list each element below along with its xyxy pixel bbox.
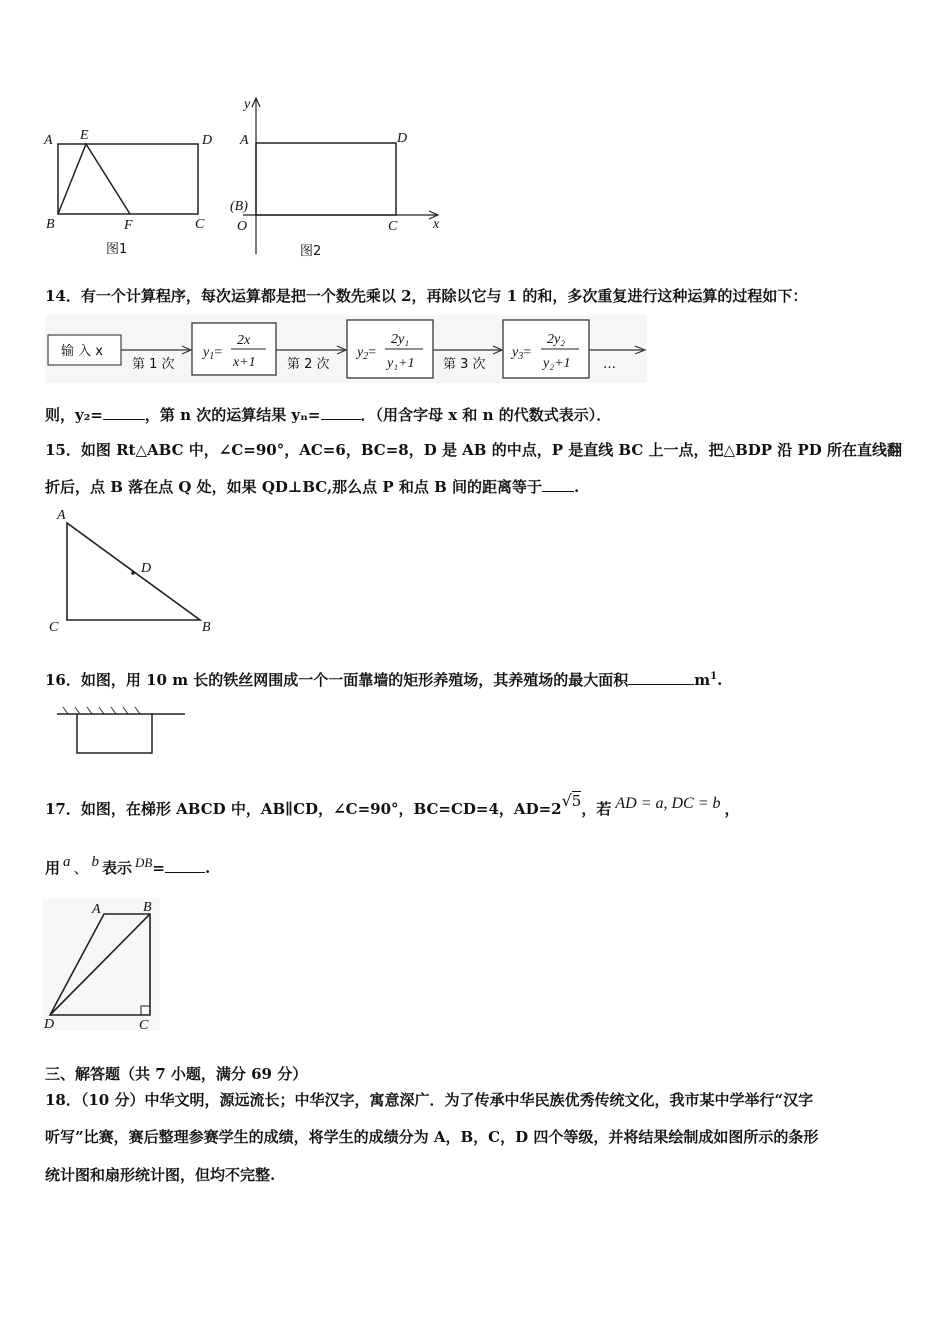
q14-box1-den: x+1 xyxy=(233,355,256,370)
q15-label-d: D xyxy=(141,561,152,576)
fig1-label-d: D xyxy=(202,133,213,148)
section-3-heading: 三、解答题（共 7 小题，满分 69 分） xyxy=(45,1065,308,1083)
q17-label-b: B xyxy=(143,900,152,915)
q17-line1 xyxy=(45,791,740,819)
q14-box3-lhs: $y_3=$ xyxy=(512,345,532,362)
q14-answer-part3: ．（用含字母 x 和 n 的代数式表示）． xyxy=(360,406,612,424)
q17-line2 xyxy=(45,854,211,878)
q15-line2-end: . xyxy=(574,478,580,496)
q16-text: 16．如图，用 10 m 长的铁丝网围成一个一面靠墙的矩形养殖场，其养殖场的最大面积 xyxy=(45,671,629,689)
q14-box2-lhs: $y_2=$ xyxy=(357,345,377,362)
figure-2-coordinate-rectangle xyxy=(225,92,450,262)
q17-vec-expr: AD = a, DC = b xyxy=(615,795,721,812)
q14-program-diagram xyxy=(45,315,655,387)
fig1-caption: 图1 xyxy=(106,242,128,257)
fig2-label-a: A xyxy=(240,133,249,148)
q16-unit: m xyxy=(694,671,711,689)
q15-line2-text: 折后，点 B 落在点 Q 处，如果 QD⊥BC,那么点 P 和点 B 间的距离等于 xyxy=(45,478,543,496)
q14-box2-num: 2y₁ xyxy=(391,332,410,347)
q17-vec-db: DB xyxy=(135,855,153,870)
q17-var-a: a xyxy=(63,854,71,870)
figure-1-rectangle xyxy=(40,120,220,260)
q17-blank xyxy=(165,858,205,873)
q17-text2: ，若 xyxy=(581,800,612,818)
q15-label-b: B xyxy=(202,620,211,635)
q14-answer-line xyxy=(45,404,611,425)
q17-label-a: A xyxy=(92,902,101,917)
q15-label-a: A xyxy=(57,508,66,523)
q14-step-3: 第 3 次 xyxy=(443,357,486,372)
q15-blank xyxy=(542,477,574,492)
q17-sep: 、 xyxy=(73,859,89,877)
q17-label-c: C xyxy=(139,1018,149,1033)
q14-step-1: 第 1 次 xyxy=(132,357,175,372)
fig2-label-b: (B) xyxy=(230,199,248,214)
q14-input-label: 输 入 x xyxy=(61,344,103,359)
q14-box1-num: 2x xyxy=(237,333,251,348)
q16-unit-sup: 1 xyxy=(710,671,718,682)
fig2-caption: 图2 xyxy=(300,244,322,259)
fig1-label-a: A xyxy=(44,133,53,148)
q16-line xyxy=(45,669,722,690)
q16-end: . xyxy=(717,671,723,689)
q15-line1: 15．如图 Rt△ABC 中，∠C=90°，AC=6，BC=8，D 是 AB 的中点，P 是直线 BC 上一点，把△BDP 沿 PD 所在直线翻 xyxy=(45,441,903,459)
q14-blank-yn xyxy=(321,405,361,420)
q18-line1: 18．（10 分）中华文明，源远流长；中华汉字，寓意深广．为了传承中华民族优秀传统文化，我市某中学举行“汉字 xyxy=(45,1091,814,1109)
q14-box3-sub: 3 xyxy=(518,351,524,362)
q14-box3-num: 2y₂ xyxy=(547,332,566,347)
q15-label-c: C xyxy=(49,620,59,635)
q17-line2-eq: = xyxy=(152,859,165,877)
fig2-label-o: O xyxy=(237,219,248,234)
fig1-label-f: F xyxy=(124,218,133,233)
fig2-label-y: y xyxy=(244,97,251,112)
q15-triangle-figure xyxy=(45,505,225,640)
sqrt-icon: √ xyxy=(561,791,572,810)
q14-step-2: 第 2 次 xyxy=(287,357,330,372)
q14-answer-part2: ，第 n 次的运算结果 yₙ= xyxy=(144,406,321,424)
q14-box1-lhs: $y_1=$ xyxy=(203,345,223,362)
q14-text: 14．有一个计算程序，每次运算都是把一个数先乘以 2，再除以它与 1 的和，多次重复进行这种运算的过程如下： xyxy=(45,287,808,305)
q17-var-b: b xyxy=(91,854,100,870)
q17-line2-prefix: 用 xyxy=(45,859,61,877)
q17-line2-mid: 表示 xyxy=(102,859,133,877)
fig2-label-x: x xyxy=(433,217,440,232)
fig2-label-d: D xyxy=(397,131,408,146)
q15-line2 xyxy=(45,476,579,497)
q14-box2-den: y₁+1 xyxy=(387,356,415,371)
q17-label-d: D xyxy=(44,1017,55,1032)
q17-line2-end: . xyxy=(204,859,211,877)
q17-text3: ， xyxy=(724,800,740,818)
fig2-label-c: C xyxy=(388,219,398,234)
q14-blank-y2 xyxy=(103,405,145,420)
q18-line3: 统计图和扇形统计图，但均不完整. xyxy=(45,1166,276,1184)
q17-text1: 17．如图，在梯形 ABCD 中，AB∥CD，∠C=90°，BC=CD=4，AD=2 xyxy=(45,800,562,818)
fig1-label-b: B xyxy=(46,217,55,232)
q17-sqrt-radicand: 5 xyxy=(571,792,582,810)
q14-box1-sub: 1 xyxy=(209,351,215,362)
fig1-label-c: C xyxy=(195,217,205,232)
q14-box2-sub: 2 xyxy=(363,351,369,362)
fig1-label-e: E xyxy=(80,128,89,143)
q14-ellipsis: … xyxy=(603,357,616,372)
q18-line2: 听写”比赛，赛后整理参赛学生的成绩，将学生的成绩分为 A，B，C，D 四个等级，并将结果绘制成如图所示的条形 xyxy=(45,1128,819,1146)
q16-wall-rectangle-figure xyxy=(55,700,190,760)
q16-blank xyxy=(628,670,694,685)
q14-box3-den: y₂+1 xyxy=(543,356,571,371)
q14-answer-part1: 则，y₂= xyxy=(45,406,103,424)
q17-trapezoid-figure xyxy=(40,895,165,1035)
